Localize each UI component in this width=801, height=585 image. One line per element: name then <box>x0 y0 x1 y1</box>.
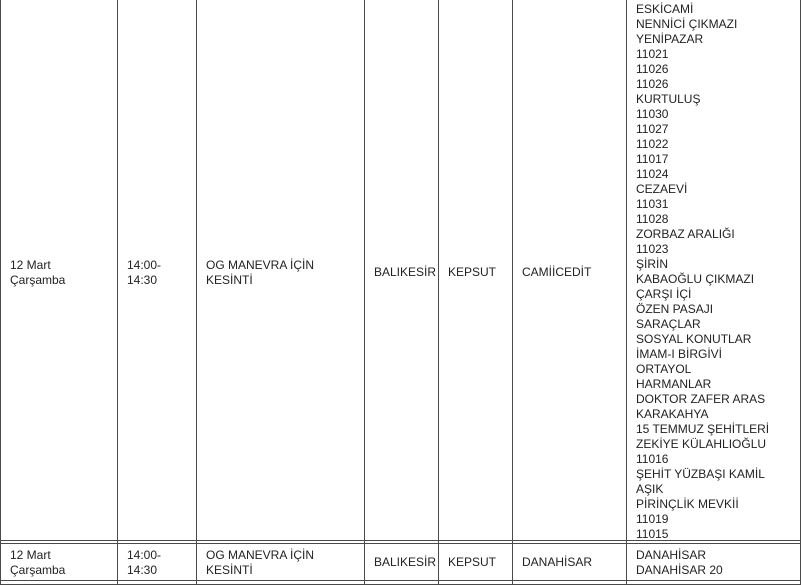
street-item: 11030 <box>636 107 669 121</box>
neighborhood-cell: CAMİİCEDİT <box>522 265 592 279</box>
reason-cell <box>206 258 314 288</box>
street-item: 11026 <box>636 77 669 91</box>
neighborhood-cell: DANAHİSAR <box>522 555 593 569</box>
street-item: 11028 <box>636 212 669 226</box>
column-border <box>626 0 627 585</box>
street-item: ZORBAZ ARALIĞI <box>636 227 735 241</box>
street-item: ŞEHİT YÜZBAŞI KAMİL <box>636 467 765 481</box>
street-item: KABAOĞLU ÇIKMAZI <box>636 272 755 286</box>
street-item: NENNİCİ ÇIKMAZI <box>636 17 738 31</box>
street-item: ÖZEN PASAJI <box>636 302 714 316</box>
date-day: 12 Mart <box>10 548 51 562</box>
reason-cell <box>206 548 314 578</box>
street-item: 11015 <box>636 527 669 541</box>
street-item: 11027 <box>636 122 669 136</box>
street-item: DANAHİSAR 20 <box>636 563 723 577</box>
date-day: 12 Mart <box>10 258 51 272</box>
column-border <box>0 0 1 585</box>
column-border <box>512 0 513 585</box>
reason-line: OG MANEVRA İÇİN <box>206 548 315 562</box>
date-weekday: Çarşamba <box>10 273 66 287</box>
city-cell: BALIKESİR <box>374 265 437 279</box>
time-cell <box>127 548 161 578</box>
street-item: DOKTOR ZAFER ARAS <box>636 392 766 406</box>
date-cell <box>10 258 65 288</box>
time-start: 14:00- <box>127 258 162 272</box>
column-border <box>364 0 365 585</box>
column-border <box>438 0 439 585</box>
time-end: 14:30 <box>127 563 158 577</box>
column-border <box>117 0 118 585</box>
street-item: KURTULUŞ <box>636 92 701 106</box>
street-item: ORTAYOL <box>636 362 692 376</box>
row-border <box>0 543 801 544</box>
street-item: ŞİRİN <box>636 257 669 271</box>
city-cell: BALIKESİR <box>374 555 437 569</box>
district-cell: KEPSUT <box>448 265 497 279</box>
street-item: 11019 <box>636 512 669 526</box>
street-list <box>636 2 769 542</box>
reason-line: OG MANEVRA İÇİN <box>206 258 315 272</box>
street-item: AŞIK <box>636 482 664 496</box>
date-cell <box>10 548 65 578</box>
district-cell: KEPSUT <box>448 555 497 569</box>
street-item: ZEKİYE KÜLAHLIOĞLU <box>636 437 767 451</box>
time-start: 14:00- <box>127 548 162 562</box>
street-item: 11024 <box>636 167 669 181</box>
row-border <box>0 580 801 581</box>
street-item: 15 TEMMUZ ŞEHİTLERİ <box>636 422 770 436</box>
street-item: PİRİNÇLİK MEVKİİ <box>636 497 739 511</box>
street-item: CEZAEVİ <box>636 182 688 196</box>
street-item: 11031 <box>636 197 669 211</box>
street-item: DANAHİSAR <box>636 548 707 562</box>
reason-line: KESİNTİ <box>206 563 253 577</box>
street-item: 11026 <box>636 62 669 76</box>
street-item: 11023 <box>636 242 669 256</box>
street-item: 11017 <box>636 152 669 166</box>
street-item: YENİPAZAR <box>636 32 704 46</box>
time-cell <box>127 258 161 288</box>
street-item: ÇARŞI İÇİ <box>636 287 692 301</box>
street-item: 11016 <box>636 452 669 466</box>
street-list <box>636 548 723 578</box>
street-item: KARAKAHYA <box>636 407 709 421</box>
street-item: 11022 <box>636 137 669 151</box>
street-item: SARAÇLAR <box>636 317 701 331</box>
reason-line: KESİNTİ <box>206 273 253 287</box>
date-weekday: Çarşamba <box>10 563 66 577</box>
street-item: ESKİCAMİ <box>636 2 694 16</box>
time-end: 14:30 <box>127 273 158 287</box>
street-item: HARMANLAR <box>636 377 712 391</box>
column-border <box>196 0 197 585</box>
street-item: SOSYAL KONUTLAR <box>636 332 752 346</box>
street-item: 11021 <box>636 47 669 61</box>
street-item: İMAM-I BİRGİVİ <box>636 347 723 361</box>
